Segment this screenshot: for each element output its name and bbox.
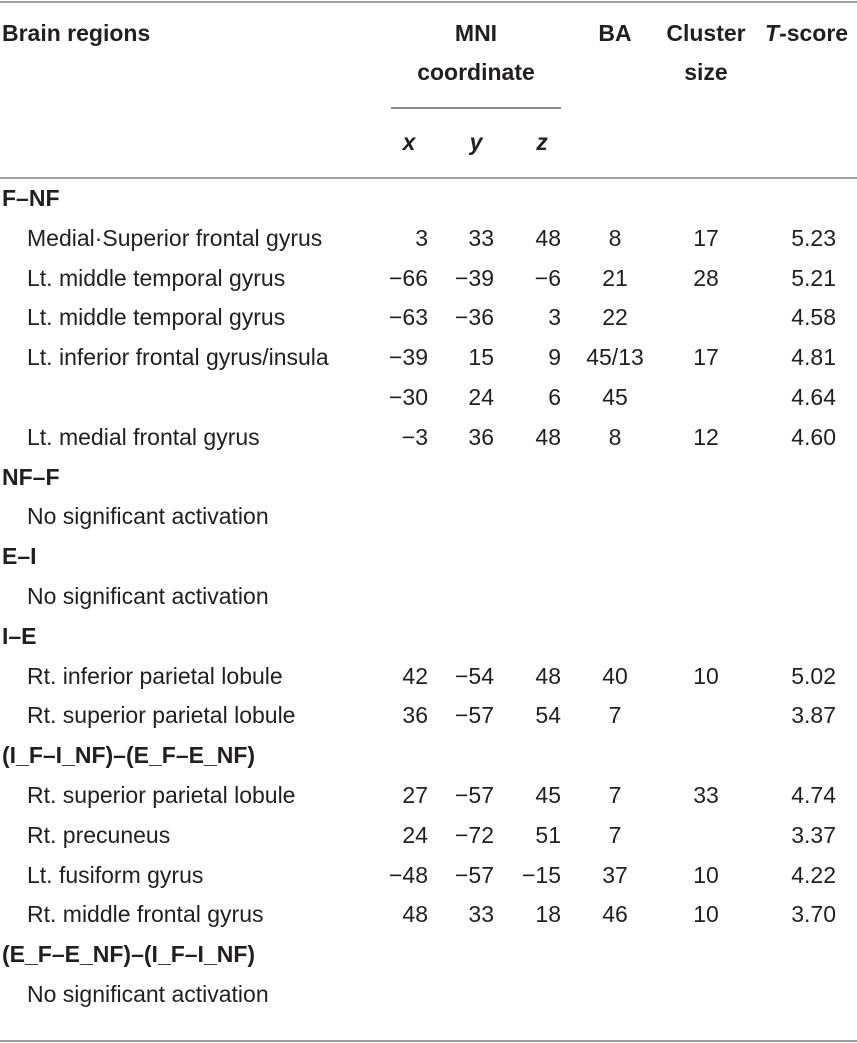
- z-cell: 54: [535, 702, 561, 728]
- ba-cell: 7: [608, 782, 622, 808]
- z-cell: 3: [548, 304, 561, 330]
- section-label: (I_F–I_NF)–(E_F–E_NF): [2, 742, 256, 768]
- region-cell: Rt. middle frontal gyrus: [27, 901, 264, 927]
- header-mni-line2: coordinate: [417, 59, 535, 85]
- y-cell: −54: [454, 663, 494, 689]
- region-cell: Rt. superior parietal lobule: [27, 782, 296, 808]
- t-cell: 4.64: [791, 384, 836, 410]
- t-cell: 3.87: [791, 702, 836, 728]
- y-cell: 15: [468, 344, 494, 370]
- t-cell: 3.70: [791, 901, 836, 927]
- y-cell: 33: [468, 901, 494, 927]
- section-label: (E_F–E_NF)–(I_F–I_NF): [2, 941, 256, 967]
- region-cell: Medial·Superior frontal gyrus: [27, 225, 323, 251]
- header-rule: [0, 177, 857, 179]
- cluster-cell: 28: [693, 265, 719, 291]
- header-y: y: [469, 129, 483, 155]
- top-rule: [0, 1, 857, 3]
- y-cell: −57: [454, 702, 494, 728]
- x-cell: −30: [388, 384, 428, 410]
- cluster-cell: 17: [693, 225, 719, 251]
- t-cell: 5.02: [791, 663, 836, 689]
- y-cell: −36: [454, 304, 494, 330]
- mni-underline: [391, 107, 561, 109]
- no-activation-note: No significant activation: [27, 583, 269, 609]
- cluster-cell: 10: [693, 901, 719, 927]
- ba-cell: 8: [608, 225, 622, 251]
- x-cell: 24: [402, 822, 428, 848]
- y-cell: 33: [468, 225, 494, 251]
- header-cluster-line2: size: [684, 59, 728, 85]
- section-label: NF–F: [2, 464, 60, 490]
- bottom-rule: [0, 1040, 857, 1042]
- z-cell: 6: [548, 384, 561, 410]
- y-cell: 24: [468, 384, 494, 410]
- ba-cell: 40: [602, 663, 628, 689]
- region-cell: Lt. inferior frontal gyrus/insula: [27, 344, 329, 370]
- z-cell: 48: [535, 225, 561, 251]
- t-cell: 4.74: [791, 782, 836, 808]
- ba-cell: 45: [602, 384, 628, 410]
- z-cell: −6: [534, 265, 561, 291]
- z-cell: 48: [535, 424, 561, 450]
- region-cell: Lt. middle temporal gyrus: [27, 304, 286, 330]
- ba-cell: 21: [602, 265, 628, 291]
- section-label: F–NF: [2, 185, 60, 211]
- header-t-rest: -score: [779, 20, 849, 46]
- header-t-italic: T: [765, 20, 780, 46]
- ba-cell: 22: [602, 304, 628, 330]
- x-cell: −66: [388, 265, 428, 291]
- ba-cell: 45/13: [586, 344, 644, 370]
- region-cell: Rt. inferior parietal lobule: [27, 663, 283, 689]
- y-cell: 36: [468, 424, 494, 450]
- z-cell: −15: [521, 862, 561, 888]
- x-cell: 3: [415, 225, 428, 251]
- y-cell: −72: [454, 822, 494, 848]
- y-cell: −57: [454, 782, 494, 808]
- y-cell: −57: [454, 862, 494, 888]
- t-cell: 4.60: [791, 424, 836, 450]
- x-cell: 36: [402, 702, 428, 728]
- header-brain-regions: Brain regions: [2, 20, 151, 46]
- ba-cell: 46: [602, 901, 628, 927]
- region-cell: Lt. middle temporal gyrus: [27, 265, 286, 291]
- header-t-score: [765, 19, 848, 47]
- ba-cell: 8: [608, 424, 622, 450]
- x-cell: −39: [388, 344, 428, 370]
- x-cell: 48: [402, 901, 428, 927]
- x-cell: −63: [388, 304, 428, 330]
- header-mni-line1: MNI: [454, 20, 498, 46]
- ba-cell: 37: [602, 862, 628, 888]
- header-z: z: [536, 129, 548, 155]
- ba-cell: 7: [608, 822, 622, 848]
- ba-cell: 7: [608, 702, 622, 728]
- header-x: x: [402, 129, 416, 155]
- region-cell: Rt. superior parietal lobule: [27, 702, 296, 728]
- z-cell: 48: [535, 663, 561, 689]
- cluster-cell: 33: [693, 782, 719, 808]
- header-ba: BA: [598, 20, 632, 46]
- no-activation-note: No significant activation: [27, 981, 269, 1007]
- section-label: E–I: [2, 543, 37, 569]
- t-cell: 4.58: [791, 304, 836, 330]
- header-cluster-line1: Cluster: [666, 20, 746, 46]
- x-cell: −3: [401, 424, 428, 450]
- t-cell: 5.23: [791, 225, 836, 251]
- y-cell: −39: [454, 265, 494, 291]
- cluster-cell: 10: [693, 663, 719, 689]
- z-cell: 51: [535, 822, 561, 848]
- t-cell: 5.21: [791, 265, 836, 291]
- z-cell: 18: [535, 901, 561, 927]
- cluster-cell: 10: [693, 862, 719, 888]
- z-cell: 45: [535, 782, 561, 808]
- no-activation-note: No significant activation: [27, 503, 269, 529]
- region-cell: Rt. precuneus: [27, 822, 171, 848]
- x-cell: 42: [402, 663, 428, 689]
- cluster-cell: 17: [693, 344, 719, 370]
- t-cell: 4.81: [791, 344, 836, 370]
- section-label: I–E: [2, 623, 37, 649]
- t-cell: 3.37: [791, 822, 836, 848]
- cluster-cell: 12: [693, 424, 719, 450]
- x-cell: 27: [402, 782, 428, 808]
- x-cell: −48: [388, 862, 428, 888]
- t-cell: 4.22: [791, 862, 836, 888]
- region-cell: Lt. medial frontal gyrus: [27, 424, 260, 450]
- z-cell: 9: [548, 344, 561, 370]
- region-cell: Lt. fusiform gyrus: [27, 862, 204, 888]
